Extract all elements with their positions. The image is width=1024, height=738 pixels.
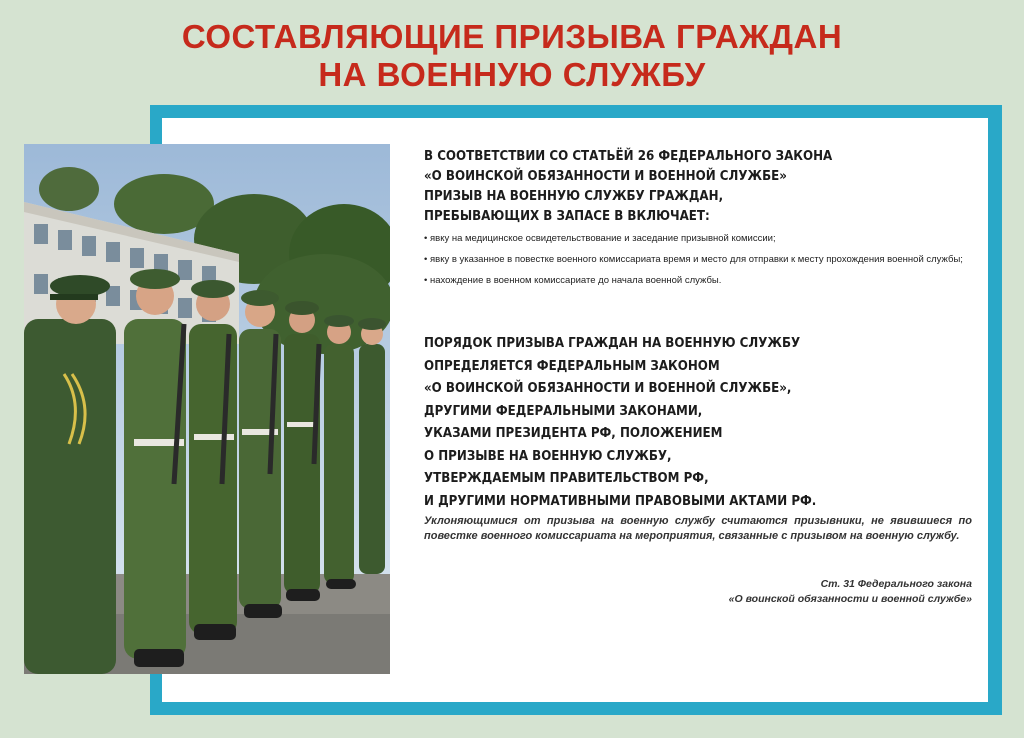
- bullet-item: • явку на медицинское освидетельствование и заседание призывной комиссии;: [424, 232, 984, 246]
- bullet-item: • нахождение в военном комиссариате до начала военной службы.: [424, 274, 984, 288]
- procedure-line: ОПРЕДЕЛЯЕТСЯ ФЕДЕРАЛЬНЫМ ЗАКОНОМ: [424, 357, 720, 374]
- title-line-1: СОСТАВЛЯЮЩИЕ ПРИЗЫВА ГРАЖДАН: [181, 18, 843, 55]
- procedure-line: «О ВОИНСКОЙ ОБЯЗАННОСТИ И ВОЕННОЙ СЛУЖБЕ»,: [424, 380, 792, 396]
- intro-text: [424, 146, 899, 226]
- procedure-text: [424, 332, 917, 512]
- evasion-note: Уклоняющимися от призыва на военную службу считаются призывники, не явившиеся по повестке военного комиссариата на мероприятия, связанные с призывом на военную службу.: [424, 515, 972, 542]
- bullet-item: • явку в указанное в повестке военного комиссариата время и место для отправки к месту прохождения военной службы;: [424, 253, 984, 267]
- soldiers-illustration: [24, 144, 390, 674]
- procedure-line: ДРУГИМИ ФЕДЕРАЛЬНЫМИ ЗАКОНАМИ,: [424, 402, 703, 419]
- source-citation: [572, 577, 972, 607]
- title-line-2: НА ВОЕННУЮ СЛУЖБУ: [318, 56, 706, 93]
- soldiers-photo: [24, 144, 390, 674]
- intro-line: «О ВОИНСКОЙ ОБЯЗАННОСТИ И ВОЕННОЙ СЛУЖБЕ»: [424, 168, 787, 184]
- intro-line: ПРИЗЫВ НА ВОЕННУЮ СЛУЖБУ ГРАЖДАН,: [424, 188, 724, 204]
- source-line-1: Ст. 31 Федерального закона: [820, 578, 972, 590]
- procedure-line: ПОРЯДОК ПРИЗЫВА ГРАЖДАН НА ВОЕННУЮ СЛУЖБУ: [424, 335, 801, 351]
- intro-line: ПРЕБЫВАЮЩИХ В ЗАПАСЕ В ВКЛЮЧАЕТ:: [424, 208, 710, 224]
- bullet-list: [424, 232, 984, 295]
- procedure-line: И ДРУГИМИ НОРМАТИВНЫМИ ПРАВОВЫМИ АКТАМИ РФ.: [424, 492, 817, 509]
- procedure-line: УТВЕРЖДАЕМЫМ ПРАВИТЕЛЬСТВОМ РФ,: [424, 470, 709, 486]
- intro-line: В СООТВЕТСТВИИ СО СТАТЬЁЙ 26 ФЕДЕРАЛЬНОГО ЗАКОНА: [424, 148, 833, 164]
- poster-title: [0, 18, 1024, 94]
- source-line-2: «О воинской обязанности и военной службе»: [728, 593, 972, 605]
- procedure-line: УКАЗАМИ ПРЕЗИДЕНТА РФ, ПОЛОЖЕНИЕМ: [424, 425, 723, 441]
- procedure-line: О ПРИЗЫВЕ НА ВОЕННУЮ СЛУЖБУ,: [424, 447, 672, 464]
